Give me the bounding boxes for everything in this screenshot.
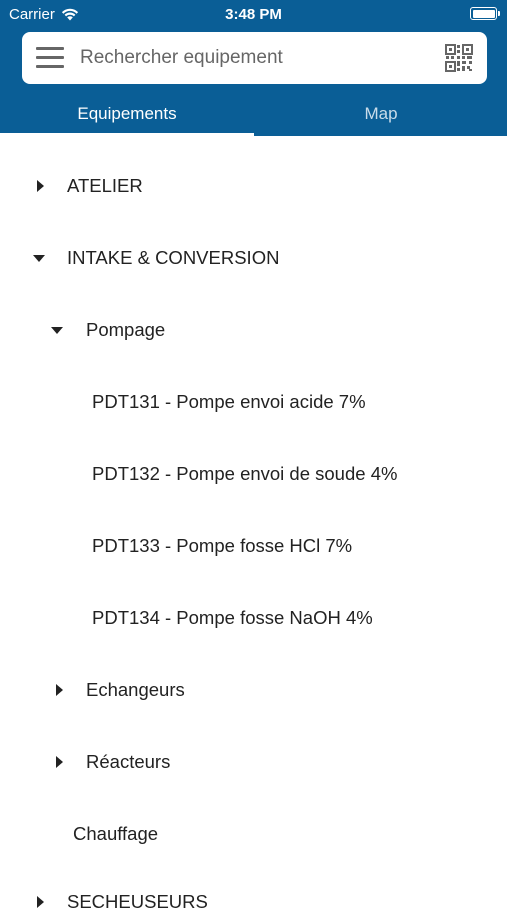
caret-down-icon	[50, 323, 64, 337]
search-bar	[22, 32, 487, 84]
tree-item-label: PDT134 - Pompe fosse NaOH 4%	[92, 607, 373, 628]
caret-right-icon	[52, 683, 66, 697]
battery-icon	[470, 7, 497, 20]
tree-item-label: PDT131 - Pompe envoi acide 7%	[92, 391, 366, 412]
caret-right-icon	[52, 755, 66, 769]
tree-item-label: Pompage	[86, 319, 166, 340]
search-input[interactable]	[80, 32, 420, 84]
caret-right-icon	[33, 179, 47, 193]
tab-map[interactable]	[254, 92, 508, 136]
tree-item-label: SECHEUSEURS	[67, 891, 208, 912]
tree-item-intake-conversion[interactable]	[0, 238, 507, 278]
tree-item-echangeurs[interactable]	[0, 670, 507, 710]
tree-item-secheuseurs[interactable]	[0, 882, 507, 922]
carrier-label: Carrier	[9, 6, 55, 23]
tree-item-label: Echangeurs	[86, 679, 185, 700]
hamburger-menu-icon[interactable]	[36, 47, 64, 69]
status-bar	[0, 0, 507, 28]
tab-equipements-label: Equipements	[77, 104, 177, 123]
tree-item-atelier[interactable]	[0, 166, 507, 206]
tab-map-label: Map	[364, 104, 398, 123]
status-time: 3:48 PM	[225, 6, 282, 23]
tree-item-label: PDT133 - Pompe fosse HCl 7%	[92, 535, 353, 556]
tab-bar	[0, 92, 507, 136]
tree-item-chauffage[interactable]	[0, 814, 507, 854]
tree-item-pompage[interactable]	[0, 310, 507, 350]
equipment-tree	[0, 136, 507, 912]
tree-item-pdt131[interactable]	[0, 382, 507, 422]
tab-equipements[interactable]	[0, 92, 254, 136]
qr-code-icon[interactable]	[445, 44, 473, 72]
tree-item-reacteurs[interactable]	[0, 742, 507, 782]
tree-item-pdt133[interactable]	[0, 526, 507, 566]
tree-item-label: ATELIER	[67, 175, 143, 196]
tree-item-label: PDT132 - Pompe envoi de soude 4%	[92, 463, 398, 484]
caret-right-icon	[33, 895, 47, 909]
tree-item-label: Chauffage	[73, 823, 159, 844]
tree-item-label: Réacteurs	[86, 751, 171, 772]
tree-item-pdt134[interactable]	[0, 598, 507, 638]
tree-item-label: INTAKE & CONVERSION	[67, 247, 280, 268]
tree-item-pdt132[interactable]	[0, 454, 507, 494]
app-header	[0, 0, 507, 136]
caret-down-icon	[32, 251, 46, 265]
